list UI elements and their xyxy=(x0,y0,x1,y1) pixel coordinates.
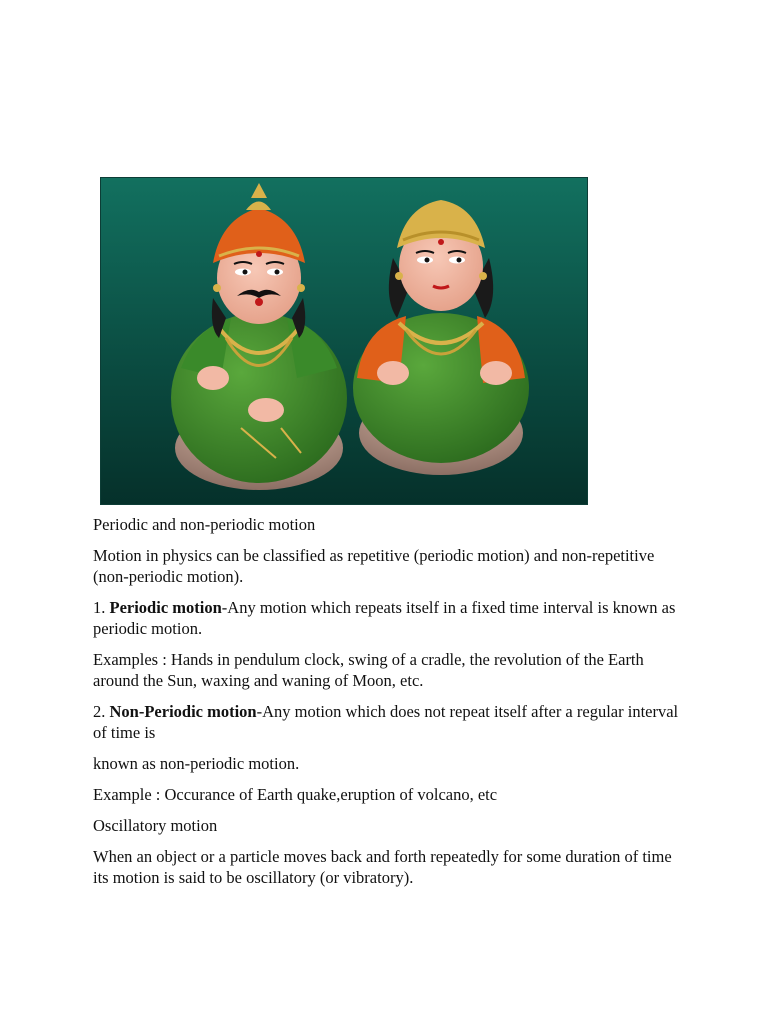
nonperiodic-def-text: -Any motion which does not repeat itself after a regular interval of time is xyxy=(93,702,679,742)
nonperiodic-continuation: known as non-periodic motion. xyxy=(93,754,300,773)
periodic-definition xyxy=(93,597,683,639)
roly-poly-dolls-photo xyxy=(100,177,588,505)
periodic-def-text: -Any motion which repeats itself in a fixed time interval is known as periodic motion. xyxy=(93,598,676,638)
periodic-examples: Examples : Hands in pendulum clock, swing of a cradle, the revolution of the Earth around the Sun, waxing and waning of Moon, etc. xyxy=(93,650,644,690)
periodic-term: Periodic motion xyxy=(109,598,222,617)
nonperiodic-term: Non-Periodic motion xyxy=(109,702,257,721)
heading-oscillatory: Oscillatory motion xyxy=(93,816,218,835)
nonperiodic-number: 2. xyxy=(93,702,110,721)
document-text xyxy=(93,514,683,898)
intro-paragraph: Motion in physics can be classified as repetitive (periodic motion) and non-repetitive (non-periodic motion). xyxy=(93,546,655,586)
periodic-number: 1. xyxy=(93,598,110,617)
heading-periodic: Periodic and non-periodic motion xyxy=(93,515,316,534)
nonperiodic-example: Example : Occurance of Earth quake,eruption of volcano, etc xyxy=(93,785,498,804)
oscillatory-definition: When an object or a particle moves back and forth repeatedly for some duration of time its motion is said to be oscillatory (or vibratory). xyxy=(93,847,672,887)
nonperiodic-definition xyxy=(93,701,683,743)
